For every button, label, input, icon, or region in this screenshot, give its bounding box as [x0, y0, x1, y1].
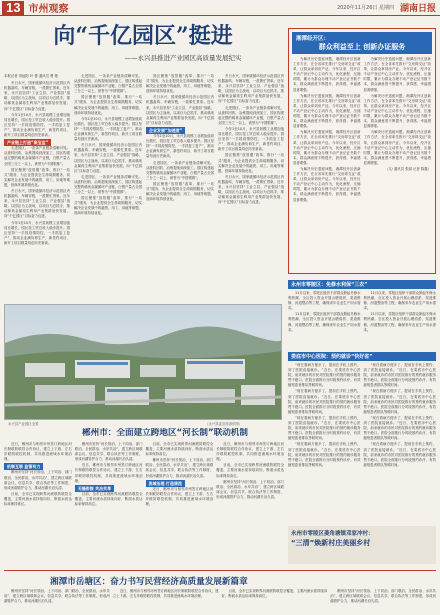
- main-article-col-4: [218, 74, 284, 302]
- sidebar-box: [288, 28, 436, 274]
- chenzhou-col-2: [75, 442, 143, 508]
- issue-date: 2020年11月26日 星期四: [336, 5, 394, 11]
- sidebar-paragraph: 为解决历史遗留问题，湘潭经开区创新工作方法，在全省率先推行“交房即交证”改革，让群众拿到房产证。今年以来，经开区不动产登记中心主动作为，优化流程，压缩时限，累计为群众办理不动产登记证书数千本，群众满意度不断提升，获得感、幸福感显著增强。: [293, 130, 361, 165]
- lingling-title: 永州市零陵区：免修水利保“三农”: [288, 280, 436, 289]
- lingling-col-2: [364, 291, 437, 334]
- loudi-title: 娄底市中心医院：预约就诊“快好省”: [288, 352, 436, 361]
- loudi-paragraph: “现在看病方便多了，提前在手机上预约，到了医院直接就诊。”近日，在娄底市中心医院，前来就诊的市民对医院推行的预约就诊服务赞不绝口。医院全面推行分时段预约诊疗，有效缩短患者排队等候时间。: [288, 442, 361, 467]
- sidebar-title: 群众利益至上 创新办证服务: [318, 43, 406, 51]
- chenzhou-article: [4, 428, 284, 566]
- sidebar-col-2: [364, 57, 432, 204]
- main-paragraph: 园区聚焦“放管服”改革，推行“一站式”服务，为企业提供全生命周期服务，切实解决企业发展中的融资、用工、用地等难题，营商环境持续优化。: [74, 196, 142, 216]
- main-paragraph: 冬日永兴，国家级循环经济示范园区内机器轰鸣、车辆穿梭，一派繁忙景象。近年来，永兴县坚持“工业立县、产业强县”战略，以园区为主战场，以项目为总抓手，推动稀贵金属再生利用产业集群加快发展，向“千亿园区”目标奋力迈进。: [146, 95, 214, 125]
- main-paragraph: 今年1至10月，永兴县规模工业增加值同比增长，园区技工贸总收入稳步提升。园区坚持“一手抓疫情防控、一手抓复工复产”，推动企业满负荷生产，新签约项目、新开工项目数量均创历史新高。: [4, 220, 70, 245]
- loudi-article: [288, 352, 436, 522]
- sidebar-paragraph: 为解决历史遗留问题，湘潭经开区创新工作方法，在全省率先推行“交房即交证”改革，让群众拿到房产证。今年以来，经开区不动产登记中心主动作为，优化流程，压缩时限，累计为群众办理不动产登记证书数千本，群众满意度不断提升，获得感、幸福感显著增强。: [363, 57, 431, 92]
- loudi-paragraph: “现在看病方便多了，提前在手机上预约，到了医院直接就诊。”近日，在娄底市中心医院，前来就诊的市民对医院推行的预约就诊服务赞不绝口。医院全面推行分时段预约诊疗，有效缩短患者排队等候时间。: [363, 415, 436, 441]
- main-paragraph: 走进园区，一条条产业链条清晰可见。从废料回收、冶炼提纯到深加工，园区构建起完整的稀贵金属循环产业链，白银产量占全国三分之一以上，被誉为“中国银都”。: [146, 160, 214, 180]
- sidebar-paragraph: 为解决历史遗留问题，湘潭经开区创新工作方法，在全省率先推行“交房即交证”改革，让群众拿到房产证。今年以来，经开区不动产登记中心主动作为，优化流程，压缩时限，累计为群众办理不动产登记证书数千本，群众满意度不断提升，获得感、幸福感显著增强。: [363, 130, 431, 165]
- village-subtitle: “三清”焕新村庄美丽乡村: [291, 539, 371, 547]
- main-paragraph: 园区聚焦“放管服”改革，推行“一站式”服务，为企业提供全生命周期服务，切实解决企业发展中的融资、用工、用地等难题，营商环境持续优化。: [74, 95, 142, 115]
- subhead-tag: 产业链上打造“聚宝盆”: [4, 139, 51, 146]
- main-paragraph: 今年1至10月，永兴县规模工业增加值同比增长，园区技工贸总收入稳步提升。园区坚持“一手抓疫情防控、一手抓复工复产”，推动企业满负荷生产，新签约项目、新开工项目数量均创历史新高。: [218, 126, 284, 152]
- chenzhou-tag: 流域治理 打造清流: [146, 480, 185, 487]
- village-article: [288, 526, 436, 564]
- chenzhou-paragraph: 目前，全市已实现跨界河流联防联控全覆盖，主要河流水质持续向好，断面水质达标率保持高位。: [74, 491, 143, 507]
- main-paragraph: 冬日永兴，国家级循环经济示范园区内机器轰鸣、车辆穿梭，一派繁忙景象。近年来，永兴县坚持“工业立县、产业强县”战略，以园区为主战场，以项目为总抓手，推动稀贵金属再生利用产业集群加快发展，向“千亿园区”目标奋力迈进。: [74, 143, 142, 173]
- sidebar-paragraph: 为解决历史遗留问题，湘潭经开区创新工作方法，在全省率先推行“交房即交证”改革，让群众拿到房产证。今年以来，经开区不动产登记中心主动作为，优化流程，压缩时限，累计为群众办理不动产登记证书数千本，群众满意度不断提升，获得感、幸福感显著增强。: [293, 166, 361, 202]
- bottom-paragraph: 郴州市坚持“河长领治、上下同治、部门联治、全民群治、水岸共治”，建立跨区域联席会议、信息共享、联合执法等工作制度，形成河湖管护合力，推动河湖长治久清。: [4, 589, 110, 604]
- park-aerial-image: [5, 305, 282, 420]
- chenzhou-paragraph: 近日，郴州市与相邻市州签订跨地区河长制联防联控合作协议，建立上下游、左右岸联防联控机制，共同推进流域水环境治理。: [145, 486, 214, 507]
- chenzhou-paragraph: 郴州市坚持“河长领治、上下同治、部门联治、全民群治、水岸共治”，建立跨区域联席会议、信息共享、联合执法等工作制度，形成河湖管护合力，推动河湖长治久清。: [74, 442, 143, 462]
- photo-caption: 永兴县产业园区全景: [8, 422, 39, 426]
- chenzhou-paragraph: 近日，郴州市与相邻市州签订跨地区河长制联防联控合作协议，建立上下游、左右岸联防联控机制，共同推进流域水环境治理。: [216, 442, 284, 462]
- main-paragraph: 走进园区，一条条产业链条清晰可见。从废料回收、冶炼提纯到深加工，园区构建起完整的稀贵金属循环产业链，白银产量占全国三分之一以上，被誉为“中国银都”。: [74, 174, 142, 195]
- bottom-col-4: [330, 589, 436, 605]
- chenzhou-paragraph: 目前，全市已实现跨界河流联防联控全覆盖，主要河流水质持续向好，断面水质达标率保持高位。: [4, 491, 72, 507]
- main-article-title: 向“千亿园区”挺进: [53, 23, 233, 49]
- loudi-col-2: [364, 363, 437, 469]
- sidebar-header: [292, 32, 432, 54]
- lingling-paragraph: 11月以来，零陵区组织干部群众掀起冬修水利热潮，全区投入资金开展山塘清淤、渠道维修、河道整治等工程，确保来年农业生产用水需求。: [363, 291, 436, 311]
- lingling-body: [288, 291, 436, 334]
- main-paragraph: 园区聚焦“放管服”改革，推行“一站式”服务，为企业提供全生命周期服务，切实解决企业发展中的融资、用工、用地等难题，营商环境持续优化。: [4, 167, 70, 187]
- main-article-subtitle: ——永兴县推进产业园区高质量发展纪实: [124, 54, 242, 62]
- main-paragraph: 冬日永兴，国家级循环经济示范园区内机器轰鸣、车辆穿梭，一派繁忙景象。近年来，永兴县坚持“工业立县、产业强县”战略，以园区为主战场，以项目为总抓手，推动稀贵金属再生利用产业集群加快发展，向“千亿园区”目标奋力迈进。: [4, 81, 70, 111]
- loudi-body: [288, 363, 436, 469]
- main-article-col-3: [146, 74, 214, 302]
- lingling-article: [288, 280, 436, 348]
- byline: 本报记者 刘灿阳 叶 蕾 通讯员 曹 艳: [4, 74, 58, 78]
- main-article-col-2: [74, 74, 142, 302]
- chenzhou-paragraph: 目前，全市已实现跨界河流联防联控全覆盖，主要河流水质持续向好，断面水质达标率保持高位。: [145, 442, 214, 457]
- chenzhou-body: [4, 442, 284, 508]
- loudi-paragraph: “现在看病方便多了，提前在手机上预约，到了医院直接就诊。”近日，在娄底市中心医院，前来就诊的市民对医院推行的预约就诊服务赞不绝口。医院全面推行分时段预约诊疗，有效缩短患者排队等候时间。: [363, 363, 436, 388]
- main-paragraph: 今年1至10月，永兴县规模工业增加值同比增长，园区技工贸总收入稳步提升。园区坚持“一手抓疫情防控、一手抓复工复产”，推动企业满负荷生产，新签约项目、新开工项目数量均创历史新高。: [4, 112, 70, 138]
- bottom-col-2: [113, 589, 219, 605]
- main-paragraph: 园区聚焦“放管服”改革，推行“一站式”服务，为企业提供全生命周期服务，切实解决企业发展中的融资、用工、用地等难题，营商环境持续优化。: [218, 153, 284, 173]
- main-paragraph: 冬日永兴，国家级循环经济示范园区内机器轰鸣、车辆穿梭，一派繁忙景象。近年来，永兴县坚持“工业立县、产业强县”战略，以园区为主战场，以项目为总抓手，推动稀贵金属再生利用产业集群加快发展，向“千亿园区”目标奋力迈进。: [218, 74, 284, 104]
- main-paragraph: 园区聚焦“放管服”改革，推行“一站式”服务，为企业提供全生命周期服务，切实解决企业发展中的融资、用工、用地等难题，营商环境持续优化。: [146, 74, 214, 94]
- subhead-tag: 企业发展“加速度”: [146, 127, 185, 134]
- bottom-paragraph: 郴州市坚持“河长领治、上下同治、部门联治、全民群治、水岸共治”，建立跨区域联席会议、信息共享、联合执法等工作制度，形成河湖管护合力，推动河湖长治久清。: [330, 589, 436, 604]
- lingling-paragraph: 11月以来，零陵区组织干部群众掀起冬修水利热潮，全区投入资金开展山塘清淤、渠道维修、河道整治等工程，确保来年农业生产用水需求。: [288, 291, 361, 311]
- page-masthead: [0, 0, 440, 16]
- photo-credit: （永兴县委宣传部供图）: [205, 422, 243, 426]
- chenzhou-col-3: [146, 442, 214, 508]
- loudi-paragraph: “现在看病方便多了，提前在手机上预约，到了医院直接就诊。”近日，在娄底市中心医院，前来就诊的市民对医院推行的预约就诊服务赞不绝口。医院全面推行分时段预约诊疗，有效缩短患者排队等候时间。: [363, 389, 436, 414]
- lingling-col-1: [288, 291, 361, 334]
- bottom-article-body: [4, 589, 436, 605]
- chenzhou-col-1: [4, 442, 72, 508]
- main-paragraph: 走进园区，一条条产业链条清晰可见。从废料回收、冶炼提纯到深加工，园区构建起完整的稀贵金属循环产业链，白银产量占全国三分之一以上，被誉为“中国银都”。: [218, 105, 284, 125]
- main-article-col-1: [4, 74, 70, 302]
- village-title: 永州市零陵区菱角塘镇邓家冲村：: [291, 531, 374, 537]
- sidebar-paragraph: 为解决历史遗留问题，湘潭经开区创新工作方法，在全省率先推行“交房即交证”改革，让群众拿到房产证。今年以来，经开区不动产登记中心主动作为，优化流程，压缩时限，累计为群众办理不动产登记证书数千本，群众满意度不断提升，获得感、幸福感显著增强。: [363, 93, 431, 129]
- bottom-article-title: 湘潭市岳塘区：奋力书写民营经济高质量发展新篇章: [50, 577, 248, 587]
- page-number: 13: [2, 1, 24, 15]
- loudi-col-1: [288, 363, 361, 469]
- sidebar-paragraph: 为解决历史遗留问题，湘潭经开区创新工作方法，在全省率先推行“交房即交证”改革，让群众拿到房产证。今年以来，经开区不动产登记中心主动作为，优化流程，压缩时限，累计为群众办理不动产登记证书数千本，群众满意度不断提升，获得感、幸福感显著增强。: [293, 57, 361, 92]
- main-paragraph: 冬日永兴，国家级循环经济示范园区内机器轰鸣、车辆穿梭，一派繁忙景象。近年来，永兴县坚持“工业立县、产业强县”战略，以园区为主战场，以项目为总抓手，推动稀贵金属再生利用产业集群加快发展，向“千亿园区”目标奋力迈进。: [4, 188, 70, 219]
- loudi-paragraph: “现在看病方便多了，提前在手机上预约，到了医院直接就诊。”近日，在娄底市中心医院，前来就诊的市民对医院推行的预约就诊服务赞不绝口。医院全面推行分时段预约诊疗，有效缩短患者排队等候时间。: [288, 415, 361, 441]
- chenzhou-col-4: [216, 442, 284, 508]
- main-paragraph: 今年1至10月，永兴县规模工业增加值同比增长，园区技工贸总收入稳步提升。园区坚持“一手抓疫情防控、一手抓复工复产”，推动企业满负荷生产，新签约项目、新开工项目数量均创历史新高。: [146, 134, 214, 159]
- main-paragraph: 今年1至10月，永兴县规模工业增加值同比增长，园区技工贸总收入稳步提升。园区坚持“一手抓疫情防控、一手抓复工复产”，推动企业满负荷生产，新签约项目、新开工项目数量均创历史新高。: [74, 116, 142, 142]
- sidebar-paragraph: 为解决历史遗留问题，湘潭经开区创新工作方法，在全省率先推行“交房即交证”改革，让群众拿到房产证。今年以来，经开区不动产登记中心主动作为，优化流程，压缩时限，累计为群众办理不动产登记证书数千本，群众满意度不断提升，获得感、幸福感显著增强。: [293, 93, 361, 129]
- sidebar-body: [289, 57, 435, 204]
- bottom-paragraph: 近日，郴州市与相邻市州签订跨地区河长制联防联控合作协议，建立上下游、左右岸联防联控机制，共同推进流域水环境治理。: [112, 589, 219, 599]
- chenzhou-paragraph: 郴州市坚持“河长领治、上下同治、部门联治、全民群治、水岸共治”，建立跨区域联席会议、信息共享、联合执法等工作制度，形成河湖管护合力，推动河湖长治久清。: [216, 479, 284, 499]
- main-paragraph: 走进园区，一条条产业链条清晰可见。从废料回收、冶炼提纯到深加工，园区构建起完整的稀贵金属循环产业链，白银产量占全国三分之一以上，被誉为“中国银都”。: [74, 74, 142, 94]
- chenzhou-paragraph: 近日，郴州市与相邻市州签订跨地区河长制联防联控合作协议，建立上下游、左右岸联防联控机制，共同推进流域水环境治理。: [4, 442, 72, 462]
- bottom-col-1: [4, 589, 110, 605]
- sidebar-kicker: 湘潭经开区：: [296, 36, 330, 42]
- bottom-article: [4, 570, 436, 612]
- paper-name: 湖南日报: [399, 4, 436, 14]
- sidebar-col-1: [293, 57, 361, 204]
- chenzhou-title: 郴州市：全面建立跨地区“河长制”联动机制: [82, 428, 248, 438]
- loudi-paragraph: “现在看病方便多了，提前在手机上预约，到了医院直接就诊。”近日，在娄底市中心医院，前来就诊的市民对医院推行的预约就诊服务赞不绝口。医院全面推行分时段预约诊疗，有效缩短患者排队等候时间。: [288, 389, 361, 414]
- chenzhou-paragraph: 近日，郴州市与相邻市州签订跨地区河长制联防联控合作协议，建立上下游、左右岸联防联控机制，共同推进流域水环境治理。: [74, 463, 143, 483]
- section-title: 市州观察: [28, 4, 69, 15]
- main-paragraph: 冬日永兴，国家级循环经济示范园区内机器轰鸣、车辆穿梭，一派繁忙景象。近年来，永兴县坚持“工业立县、产业强县”战略，以园区为主战场，以项目为总抓手，推动稀贵金属再生利用产业集群加快发展，向“千亿园区”目标奋力迈进。: [218, 174, 284, 205]
- chenzhou-paragraph: 目前，全市已实现跨界河流联防联控全覆盖，主要河流水质持续向好，断面水质达标率保持高位。: [216, 463, 284, 478]
- chenzhou-paragraph: 郴州市坚持“河长领治、上下同治、部门联治、全民群治、水岸共治”，建立跨区域联席会议、信息共享、联合执法等工作制度，形成河湖管护合力，推动河湖长治久清。: [145, 458, 214, 478]
- chenzhou-tag: 机制互联 监管有力: [4, 463, 43, 470]
- loudi-paragraph: “现在看病方便多了，提前在手机上预约，到了医院直接就诊。”近日，在娄底市中心医院，前来就诊的市民对医院推行的预约就诊服务赞不绝口。医院全面推行分时段预约诊疗，有效缩短患者排队等候时间。: [288, 363, 361, 388]
- bottom-paragraph: 目前，全市已实现跨界河流联防联控全覆盖，主要河流水质持续向好，断面水质达标率保持高位。: [221, 589, 328, 599]
- bottom-col-3: [222, 589, 328, 605]
- main-paragraph: 园区聚焦“放管服”改革，推行“一站式”服务，为企业提供全生命周期服务，切实解决企业发展中的融资、用工、用地等难题，营商环境持续优化。: [146, 181, 214, 202]
- sidebar-author: （文/ 通讯员 张丽 记者 陈鑫）: [384, 166, 431, 171]
- lingling-paragraph: 11月以来，零陵区组织干部群众掀起冬修水利热潮，全区投入资金开展山塘清淤、渠道维修、河道整治等工程，确保来年农业生产用水需求。: [363, 312, 436, 332]
- lingling-paragraph: 11月以来，零陵区组织干部群众掀起冬修水利热潮，全区投入资金开展山塘清淤、渠道维修、河道整治等工程，确保来年农业生产用水需求。: [288, 312, 361, 332]
- loudi-paragraph: “现在看病方便多了，提前在手机上预约，到了医院直接就诊。”近日，在娄底市中心医院，前来就诊的市民对医院推行的预约就诊服务赞不绝口。医院全面推行分时段预约诊疗，有效缩短患者排队等候时间。: [363, 442, 436, 467]
- main-article-header: [4, 22, 282, 72]
- chenzhou-paragraph: 郴州市坚持“河长领治、上下同治、部门联治、全民群治、水岸共治”，建立跨区域联席会议、信息共享、联合执法等工作制度，形成河湖管护合力，推动河湖长治久清。: [4, 470, 72, 490]
- industrial-park-photo: [4, 304, 282, 420]
- main-paragraph: 走进园区，一条条产业链条清晰可见。从废料回收、冶炼提纯到深加工，园区构建起完整的稀贵金属循环产业链，白银产量占全国三分之一以上，被誉为“中国银都”。: [4, 146, 70, 166]
- chenzhou-tag: 无缝衔接 共治共享: [75, 485, 114, 492]
